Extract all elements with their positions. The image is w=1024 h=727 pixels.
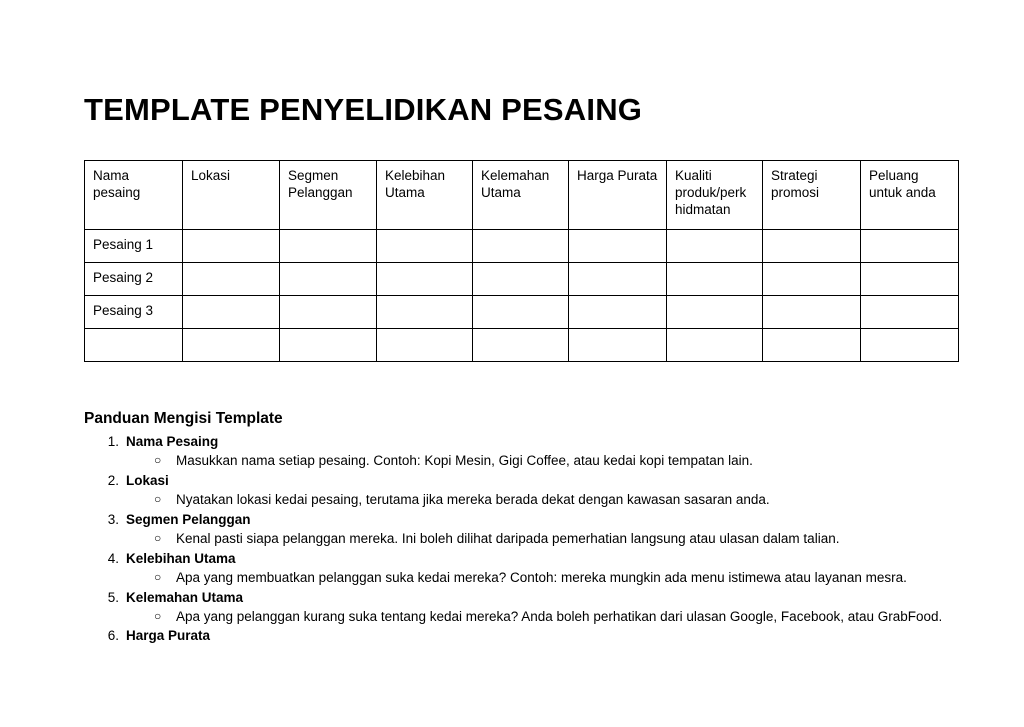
guide-item-title: Lokasi: [126, 472, 169, 488]
table-header-cell: [763, 161, 861, 230]
guide-item-title: Segmen Pelanggan: [126, 511, 251, 527]
table-header-row: [85, 161, 959, 230]
guide-sub-item-text: Nyatakan lokasi kedai pesaing, terutama jika mereka berada dekat dengan kawasan sasaran anda.: [176, 492, 770, 508]
guide-item-number: 5.: [107, 589, 119, 605]
table-cell[interactable]: [183, 329, 280, 362]
guide-sub-item: [154, 568, 1024, 587]
guide-item-title: Harga Purata: [126, 628, 211, 644]
table-cell[interactable]: [473, 230, 569, 263]
guide-sub-list: [126, 529, 1024, 548]
table-cell[interactable]: [280, 263, 377, 296]
table-cell[interactable]: [569, 296, 667, 329]
table-cell[interactable]: [377, 263, 473, 296]
table-header-cell: [280, 161, 377, 230]
table-cell[interactable]: [183, 230, 280, 263]
table-cell[interactable]: [280, 329, 377, 362]
table-cell[interactable]: [569, 263, 667, 296]
guide-sub-item-text: Masukkan nama setiap pesaing. Contoh: Kopi Mesin, Gigi Coffee, atau kedai kopi tempatan lain.: [176, 453, 753, 469]
table-cell[interactable]: [861, 230, 959, 263]
hollow-circle-bullet-icon: ○: [154, 570, 162, 585]
hollow-circle-bullet-icon: ○: [154, 492, 162, 507]
hollow-circle-bullet-icon: ○: [154, 608, 162, 623]
guide-item-number: 2.: [107, 472, 119, 488]
table-cell[interactable]: [763, 230, 861, 263]
table-row: [85, 230, 959, 263]
page-title: TEMPLATE PENYELIDIKAN PESAING: [84, 91, 643, 127]
table-header-label: Kualiti produk/perk hidmatan: [675, 168, 747, 218]
table-cell[interactable]: [667, 230, 763, 263]
table-cell[interactable]: [473, 329, 569, 362]
table-row-label-cell[interactable]: [85, 263, 183, 296]
hollow-circle-bullet-icon: ○: [154, 453, 162, 468]
table-cell[interactable]: [377, 230, 473, 263]
table-row-label: Pesaing 1: [93, 237, 154, 252]
hollow-circle-bullet-icon: ○: [154, 531, 162, 546]
table-cell[interactable]: [861, 329, 959, 362]
guide-item-title: Nama Pesaing: [126, 434, 219, 449]
table-cell[interactable]: [473, 296, 569, 329]
guide-sub-list: [126, 568, 1024, 587]
table-cell[interactable]: [861, 263, 959, 296]
guide-item-number: 1.: [107, 434, 119, 449]
guide-item-number: 3.: [107, 511, 119, 527]
guide-sub-item: [154, 490, 1024, 509]
table-header-cell: [861, 161, 959, 230]
guide-section-heading: Panduan Mengisi Template: [84, 409, 283, 427]
guide-list-item: [107, 510, 1024, 549]
table-row: [85, 296, 959, 329]
table-cell[interactable]: [280, 230, 377, 263]
guide-sub-list: [126, 490, 1024, 509]
guide-sub-item: [154, 607, 1024, 626]
guide-list-item: [107, 549, 1024, 588]
table-header-label: Harga Purata: [577, 168, 658, 183]
guide-list: [84, 432, 1024, 646]
table-row-label-cell[interactable]: [85, 329, 183, 362]
guide-sub-list: [126, 451, 1024, 470]
table-header-label: Kelemahan Utama: [481, 168, 550, 201]
guide-sub-item-text: Kenal pasti siapa pelanggan mereka. Ini boleh dilihat daripada pemerhatian langsung atau ulasan dalam talian.: [176, 531, 840, 547]
table-header-cell: [473, 161, 569, 230]
table-header-cell: [85, 161, 183, 230]
table-cell[interactable]: [763, 329, 861, 362]
table-cell[interactable]: [183, 296, 280, 329]
table-cell[interactable]: [861, 296, 959, 329]
table-cell[interactable]: [183, 263, 280, 296]
guide-item-number: 4.: [107, 550, 119, 566]
table-row-label: Pesaing 2: [93, 270, 154, 285]
table-cell[interactable]: [473, 263, 569, 296]
table-header-cell: [377, 161, 473, 230]
guide-item-number: 6.: [107, 628, 119, 644]
guide-list-item: [107, 432, 1024, 471]
guide-list-item: [107, 588, 1024, 627]
guide-item-title: Kelemahan Utama: [126, 589, 244, 605]
table-header-label: Strategi promosi: [771, 168, 820, 201]
table-cell[interactable]: [763, 296, 861, 329]
table-cell[interactable]: [667, 296, 763, 329]
table-row: [85, 329, 959, 362]
guide-sub-item: [154, 529, 1024, 548]
table-header-cell: [667, 161, 763, 230]
table-cell[interactable]: [763, 263, 861, 296]
table-row: [85, 263, 959, 296]
table-cell[interactable]: [377, 296, 473, 329]
table-cell[interactable]: [667, 329, 763, 362]
table-row-label-cell[interactable]: [85, 230, 183, 263]
guide-list-item: [107, 471, 1024, 510]
competitor-research-table: [84, 160, 959, 362]
table-header-label: Kelebihan Utama: [385, 168, 446, 201]
guide-item-title: Kelebihan Utama: [126, 550, 236, 566]
table-cell[interactable]: [377, 329, 473, 362]
table-header-label: Nama pesaing: [93, 168, 141, 201]
table-header-label: Peluang untuk anda: [869, 168, 936, 201]
guide-list-item: [107, 626, 1024, 645]
guide-sub-list: [126, 607, 1024, 626]
table-header-cell: [569, 161, 667, 230]
guide-sub-item-text: Apa yang membuatkan pelanggan suka kedai mereka? Contoh: mereka mungkin ada menu istimewa atau layanan mesra.: [176, 570, 907, 586]
table-header-label: Lokasi: [191, 168, 231, 183]
table-cell[interactable]: [280, 296, 377, 329]
table-header-cell: [183, 161, 280, 230]
table-row-label: Pesaing 3: [93, 303, 154, 318]
table-row-label-cell[interactable]: [85, 296, 183, 329]
guide-sub-item-text: Apa yang pelanggan kurang suka tentang kedai mereka? Anda boleh perhatikan dari ulasan Google, Facebook, atau GrabFood.: [176, 608, 943, 624]
table-cell[interactable]: [569, 230, 667, 263]
guide-sub-item: [154, 451, 1024, 470]
table-cell[interactable]: [667, 263, 763, 296]
table-cell[interactable]: [569, 329, 667, 362]
table-header-label: Segmen Pelanggan: [288, 168, 353, 201]
